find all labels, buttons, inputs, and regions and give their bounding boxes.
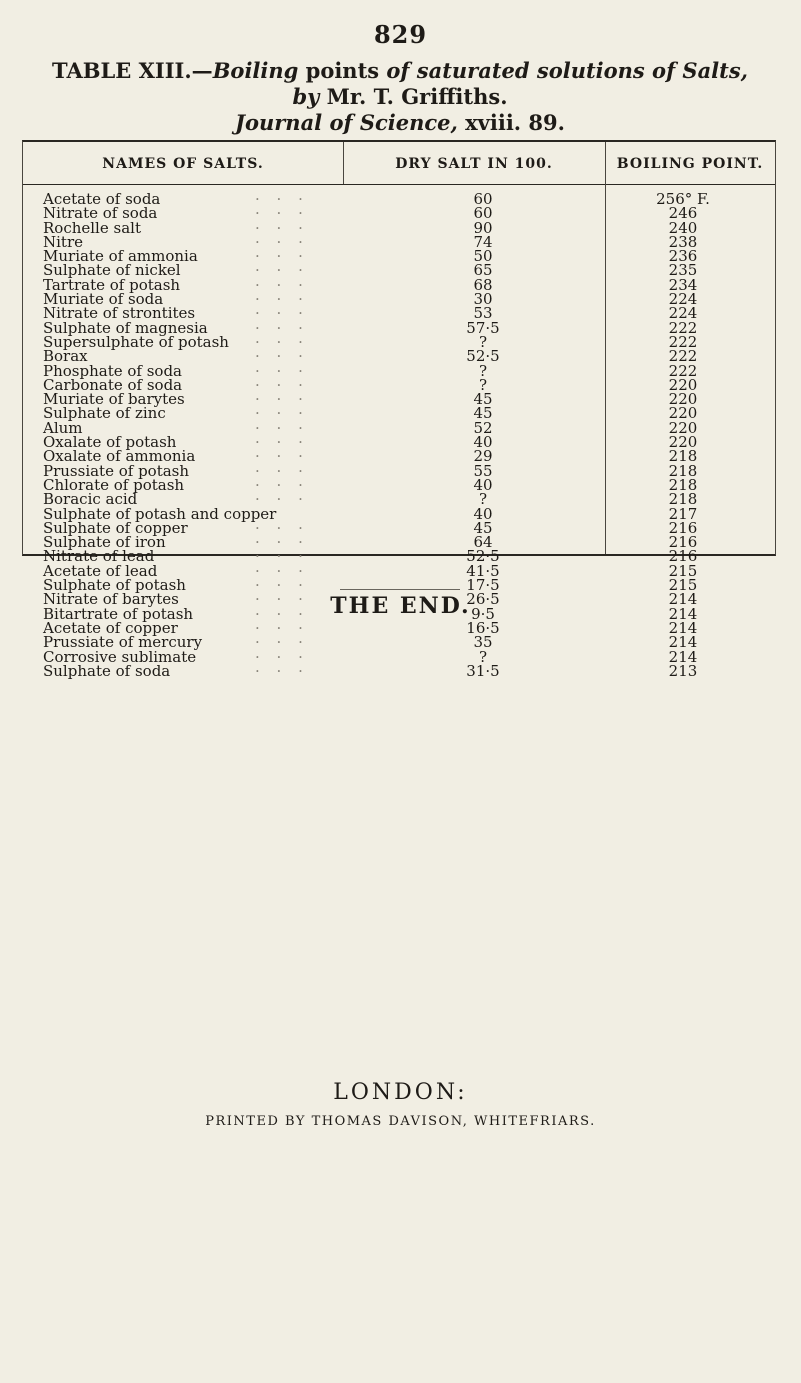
boiling-point-value: 218: [668, 461, 698, 480]
title-italic-boiling: Boiling: [212, 58, 299, 83]
dry-salt-value: 52·5: [466, 547, 500, 566]
leader-dots: · · ·: [255, 204, 309, 223]
dry-salt-value: 60: [473, 204, 493, 223]
salt-name: Nitrate of soda: [43, 204, 158, 223]
leader-dots: · · ·: [255, 361, 309, 380]
boiling-point-value: 216: [668, 518, 698, 537]
dry-salt-value: 52: [473, 418, 493, 437]
title-prefix: TABLE XIII.—: [52, 58, 213, 83]
dry-salt-value: 45: [473, 390, 493, 409]
dry-salt-value: 40: [473, 504, 493, 523]
dry-salt-value: 74: [473, 232, 493, 251]
leader-dots: · · ·: [255, 561, 309, 580]
header-dry-salt: DRY SALT IN 100.: [395, 156, 553, 172]
salt-name: Nitre: [43, 232, 83, 251]
imprint-printer: PRINTED BY THOMAS DAVISON, WHITEFRIARS.: [205, 1114, 596, 1129]
salt-name: Prussiate of mercury: [43, 633, 203, 652]
boiling-point-value: 222: [668, 332, 698, 351]
leader-dots: · · ·: [255, 418, 309, 437]
dry-salt-value: ?: [478, 375, 488, 394]
dry-salt-value: 35: [473, 633, 493, 652]
dry-salt-value: 65: [473, 261, 493, 280]
header-names: NAMES OF SALTS.: [102, 156, 264, 172]
salt-name: Acetate of soda: [43, 190, 161, 208]
boiling-point-value: 220: [668, 375, 698, 394]
salt-name: Bitartrate of potash: [43, 604, 194, 623]
salt-name: Nitrate of lead: [43, 547, 155, 566]
leader-dots: · · ·: [255, 490, 309, 509]
boiling-point-value: 222: [668, 361, 698, 380]
salt-name: Nitrate of strontites: [43, 304, 196, 323]
table-header: [23, 142, 775, 185]
dry-salt-value: 40: [473, 433, 493, 452]
dry-salt-value: 30: [473, 290, 493, 309]
salt-name: Sulphate of potash: [43, 576, 186, 595]
salt-name: Nitrate of barytes: [43, 590, 179, 609]
salt-name: Sulphate of nickel: [43, 261, 181, 280]
table-row: [23, 661, 775, 680]
end-rule: [340, 589, 460, 590]
salt-name: Alum: [43, 418, 83, 437]
boiling-point-value: 222: [668, 347, 698, 366]
leader-dots: · · ·: [255, 576, 309, 595]
salt-name: Borax: [43, 347, 88, 366]
boiling-point-value: 215: [668, 576, 698, 595]
leader-dots: · · ·: [255, 375, 309, 394]
salt-name: Chlorate of potash: [43, 475, 185, 494]
boiling-point-value: 214: [668, 604, 698, 623]
leader-dots: · · ·: [255, 647, 309, 666]
table-row: [23, 218, 775, 237]
dry-salt-value: 52·5: [466, 347, 500, 366]
salt-name: Corrosive sublimate: [43, 647, 197, 666]
title-author: Mr. T. Griffiths.: [319, 84, 508, 109]
dry-salt-value: 40: [473, 475, 493, 494]
dry-salt-value: 41·5: [466, 561, 500, 580]
dry-salt-value: 57·5: [466, 318, 500, 337]
leader-dots: · · ·: [255, 332, 309, 351]
dry-salt-value: 45: [473, 404, 493, 423]
title-journal: Journal of Science,: [235, 110, 458, 135]
title-line-2: [40, 110, 760, 136]
leader-dots: · · ·: [255, 390, 309, 409]
boiling-point-value: 222: [668, 318, 698, 337]
boiling-point-value: 218: [668, 475, 698, 494]
imprint-city: LONDON:: [333, 1080, 468, 1105]
salt-name: Tartrate of potash: [43, 275, 181, 294]
boiling-point-value: 216: [668, 533, 698, 552]
leader-dots: · · ·: [255, 590, 309, 609]
boiling-point-value: 256° F.: [656, 190, 710, 208]
title-mid: points: [298, 58, 387, 83]
salt-name: Rochelle salt: [43, 218, 141, 237]
dry-salt-value: 31·5: [466, 661, 500, 680]
dry-salt-value: 26·5: [466, 590, 500, 609]
dry-salt-value: 53: [473, 304, 493, 323]
page-number: 829: [373, 20, 428, 49]
salt-name: Sulphate of zinc: [43, 404, 166, 423]
leader-dots: · · ·: [255, 447, 309, 466]
boiling-point-value: 215: [668, 561, 698, 580]
boiling-point-value: 238: [668, 232, 698, 251]
salt-name: Muriate of barytes: [43, 390, 185, 409]
leader-dots: · · ·: [255, 433, 309, 452]
leader-dots: · · ·: [255, 518, 309, 537]
leader-dots: · · ·: [255, 347, 309, 366]
salt-name: Sulphate of soda: [43, 661, 171, 680]
leader-dots: · · ·: [255, 533, 309, 552]
leader-dots: · · ·: [255, 475, 309, 494]
boiling-point-value: 224: [668, 290, 698, 309]
dry-salt-value: ?: [478, 361, 488, 380]
boiling-point-value: 220: [668, 433, 698, 452]
leader-dots: · · ·: [255, 618, 309, 637]
boiling-point-value: 240: [668, 218, 698, 237]
dry-salt-value: 17·5: [466, 576, 500, 595]
dry-salt-value: ?: [478, 647, 488, 666]
boiling-point-value: 217: [668, 504, 698, 523]
boiling-point-value: 216: [668, 547, 698, 566]
dry-salt-value: 55: [473, 461, 493, 480]
leader-dots: · · ·: [255, 290, 309, 309]
table-title: [40, 58, 760, 136]
leader-dots: · · ·: [255, 461, 309, 480]
leader-dots: · · ·: [255, 232, 309, 251]
dry-salt-value: 45: [473, 518, 493, 537]
header-boiling-point: BOILING POINT.: [616, 156, 764, 172]
leader-dots: · · ·: [255, 633, 309, 652]
boiling-point-value: 214: [668, 633, 698, 652]
dry-salt-value: ?: [478, 332, 488, 351]
boiling-point-value: 218: [668, 447, 698, 466]
salt-name: Phosphate of soda: [43, 361, 182, 380]
boiling-point-value: 214: [668, 618, 698, 637]
leader-dots: · · ·: [255, 547, 309, 566]
table-row: [23, 332, 775, 351]
salt-name: Sulphate of copper: [43, 518, 188, 537]
dry-salt-value: 64: [473, 533, 493, 552]
column-divider-1: [343, 142, 344, 184]
dry-salt-value: 29: [473, 447, 493, 466]
dry-salt-value: 16·5: [466, 618, 500, 637]
salt-name: Oxalate of ammonia: [43, 447, 196, 466]
boiling-point-value: 218: [668, 490, 698, 509]
table-row: [23, 404, 775, 423]
dry-salt-value: 68: [473, 275, 493, 294]
dry-salt-value: ?: [478, 490, 488, 509]
leader-dots: · · ·: [255, 604, 309, 623]
boiling-point-value: 213: [668, 661, 698, 680]
salt-name: Acetate of lead: [43, 561, 158, 580]
salt-name: Muriate of ammonia: [43, 247, 198, 266]
boiling-point-value: 235: [668, 261, 698, 280]
leader-dots: · · ·: [255, 247, 309, 266]
title-line-1: [40, 58, 760, 110]
boiling-point-value: 246: [668, 204, 698, 223]
the-end: THE END.: [330, 593, 471, 619]
leader-dots: · · ·: [255, 304, 309, 323]
salt-name: Supersulphate of potash: [43, 332, 229, 351]
leader-dots: · · ·: [255, 318, 309, 337]
boiling-point-value: 214: [668, 647, 698, 666]
salt-name: Sulphate of magnesia: [43, 318, 208, 337]
boiling-point-value: 234: [668, 275, 698, 294]
leader-dots: · · ·: [255, 275, 309, 294]
dry-salt-value: 9·5: [471, 604, 495, 623]
boiling-point-value: 214: [668, 590, 698, 609]
salt-name: Carbonate of soda: [43, 375, 183, 394]
salt-name: Sulphate of iron: [43, 533, 166, 552]
leader-dots: · · ·: [255, 404, 309, 423]
salt-name: Boracic acid: [43, 490, 138, 509]
dry-salt-value: 60: [473, 190, 493, 208]
boiling-point-value: 220: [668, 404, 698, 423]
salt-name: Prussiate of potash: [43, 461, 190, 480]
title-reference: xviii. 89.: [457, 110, 565, 135]
leader-dots: · · ·: [255, 190, 309, 208]
boiling-point-value: 220: [668, 418, 698, 437]
salt-name: Sulphate of potash and copper: [43, 504, 277, 523]
boiling-point-value: 236: [668, 247, 698, 266]
leader-dots: · · ·: [255, 661, 309, 680]
dry-salt-value: 50: [473, 247, 493, 266]
salt-name: Acetate of copper: [43, 618, 178, 637]
leader-dots: · · ·: [255, 218, 309, 237]
title-italic-main: of saturated solutions of Salts, by: [292, 58, 748, 109]
boiling-point-value: 224: [668, 304, 698, 323]
boiling-point-value: 220: [668, 390, 698, 409]
salt-name: Oxalate of potash: [43, 433, 177, 452]
leader-dots: · · ·: [255, 261, 309, 280]
salt-name: Muriate of soda: [43, 290, 164, 309]
dry-salt-value: 90: [473, 218, 493, 237]
